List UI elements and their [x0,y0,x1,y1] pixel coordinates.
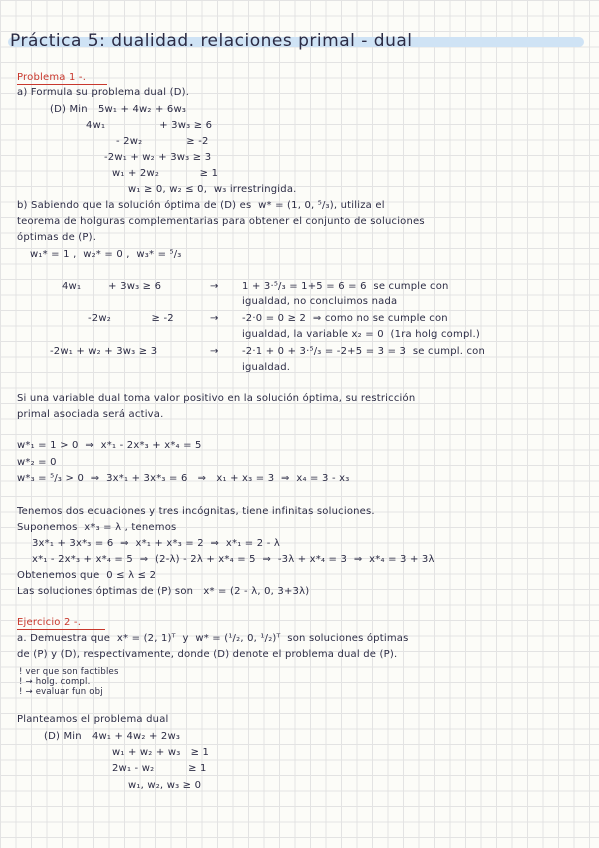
check-2-arrow: → [210,313,219,324]
dual-objective: (D) Min 5w₁ + 4w₂ + 6w₃ [50,104,187,115]
conclusion-line1: Tenemos dos ecuaciones y tres incógnitas, tiene infinitas soluciones. [17,506,375,517]
check-2-result: -2·0 = 0 ≥ 2 ⇒ como no se cumple con [242,313,448,324]
equation-w3: w*₃ = ⁵/₃ > 0 ⇒ 3x*₁ + 3x*₃ = 6 ⇒ x₁ + x₃ = 3 ⇒ x₄ = 3 - x₃ [17,473,350,484]
exercise2-dual-sign-constraints: w₁, w₂, w₃ ≥ 0 [128,780,202,791]
dual-constraint-4: w₁ + 2w₂ ≥ 1 [112,168,219,179]
check-3-conclusion: igualdad. [242,362,291,373]
dual-constraint-3: -2w₁ + w₂ + 3w₃ ≥ 3 [104,152,212,163]
problem1-heading: Problema 1 -. [17,72,87,83]
exercise2-note-1: ! ver que son factibles [19,667,119,677]
check-2-conclusion: igualdad, la variable x₂ = 0 (1ra holg compl.) [242,329,480,340]
check-2-lhs: -2w₂ ≥ -2 [88,313,174,324]
conclusion-line2: Suponemos x*₃ = λ , tenemos [17,522,177,533]
exercise2-dual-constraint-1: w₁ + w₂ + w₃ ≥ 1 [112,747,210,758]
check-1-result: 1 + 3·⁵/₃ = 1+5 = 6 = 6 se cumple con [242,281,449,292]
check-3-arrow: → [210,346,219,357]
conclusion-line3: 3x*₁ + 3x*₃ = 6 ⇒ x*₁ + x*₃ = 2 ⇒ x*₁ = 2 - λ [32,538,280,549]
check-1-lhs: 4w₁ + 3w₃ ≥ 6 [62,281,162,292]
problem1-part-b-line3: óptimas de (P). [17,232,97,243]
page-title: Práctica 5: dualidad. relaciones primal - dual [10,31,413,51]
dual-sign-constraints: w₁ ≥ 0, w₂ ≤ 0, w₃ irrestringida. [128,184,297,195]
exercise2-dual-constraint-2: 2w₁ - w₂ ≥ 1 [112,763,207,774]
exercise2-part-a-line2: de (P) y (D), respectivamente, donde (D) denote el problema dual de (P). [17,649,398,660]
equation-w2: w*₂ = 0 [17,457,57,468]
check-3-result: -2·1 + 0 + 3·⁵/₃ = -2+5 = 3 = 3 se cumpl. con [242,346,486,357]
problem1-part-b-line1: b) Sabiendo que la solución óptima de (D) es w* = (1, 0, ⁵/₃), utiliza el [17,200,385,211]
conclusion-line5: Obtenemos que 0 ≤ λ ≤ 2 [17,570,157,581]
exercise2-dual-objective: (D) Min 4w₁ + 4w₂ + 2w₃ [44,731,181,742]
check-1-arrow: → [210,281,219,292]
check-1-conclusion: igualdad, no concluimos nada [242,296,398,307]
exercise2-heading-underline [17,629,105,630]
problem1-part-b-line2: teorema de holguras complementarias para obtener el conjunto de soluciones [17,216,425,227]
exercise2-note-2: ! → holg. compl. [19,677,91,687]
rule-line1: Si una variable dual toma valor positivo en la solución óptima, su restricción [17,393,416,404]
exercise2-plan: Planteamos el problema dual [17,714,169,725]
exercise2-heading: Ejercicio 2 -. [17,617,82,628]
check-3-lhs: -2w₁ + w₂ + 3w₃ ≥ 3 [50,346,158,357]
rule-line2: primal asociada será activa. [17,409,164,420]
exercise2-note-3: ! → evaluar fun obj [19,687,103,697]
dual-constraint-2: - 2w₂ ≥ -2 [116,136,209,147]
equation-w1: w*₁ = 1 > 0 ⇒ x*₁ - 2x*₃ + x*₄ = 5 [17,440,202,451]
dual-optimal-values: w₁* = 1 , w₂* = 0 , w₃* = ⁵/₃ [30,249,182,260]
conclusion-line4: x*₁ - 2x*₃ + x*₄ = 5 ⇒ (2-λ) - 2λ + x*₄ = 5 ⇒ -3λ + x*₄ = 3 ⇒ x*₄ = 3 + 3λ [32,554,435,565]
problem1-part-a: a) Formula su problema dual (D). [17,87,190,98]
exercise2-part-a-line1: a. Demuestra que x* = (2, 1)ᵀ y w* = (¹/₂, 0, ¹/₂)ᵀ son soluciones óptimas [17,633,409,644]
conclusion-line6: Las soluciones óptimas de (P) son x* = (2 - λ, 0, 3+3λ) [17,586,310,597]
problem1-heading-underline [17,84,107,85]
dual-constraint-1: 4w₁ + 3w₃ ≥ 6 [86,120,213,131]
